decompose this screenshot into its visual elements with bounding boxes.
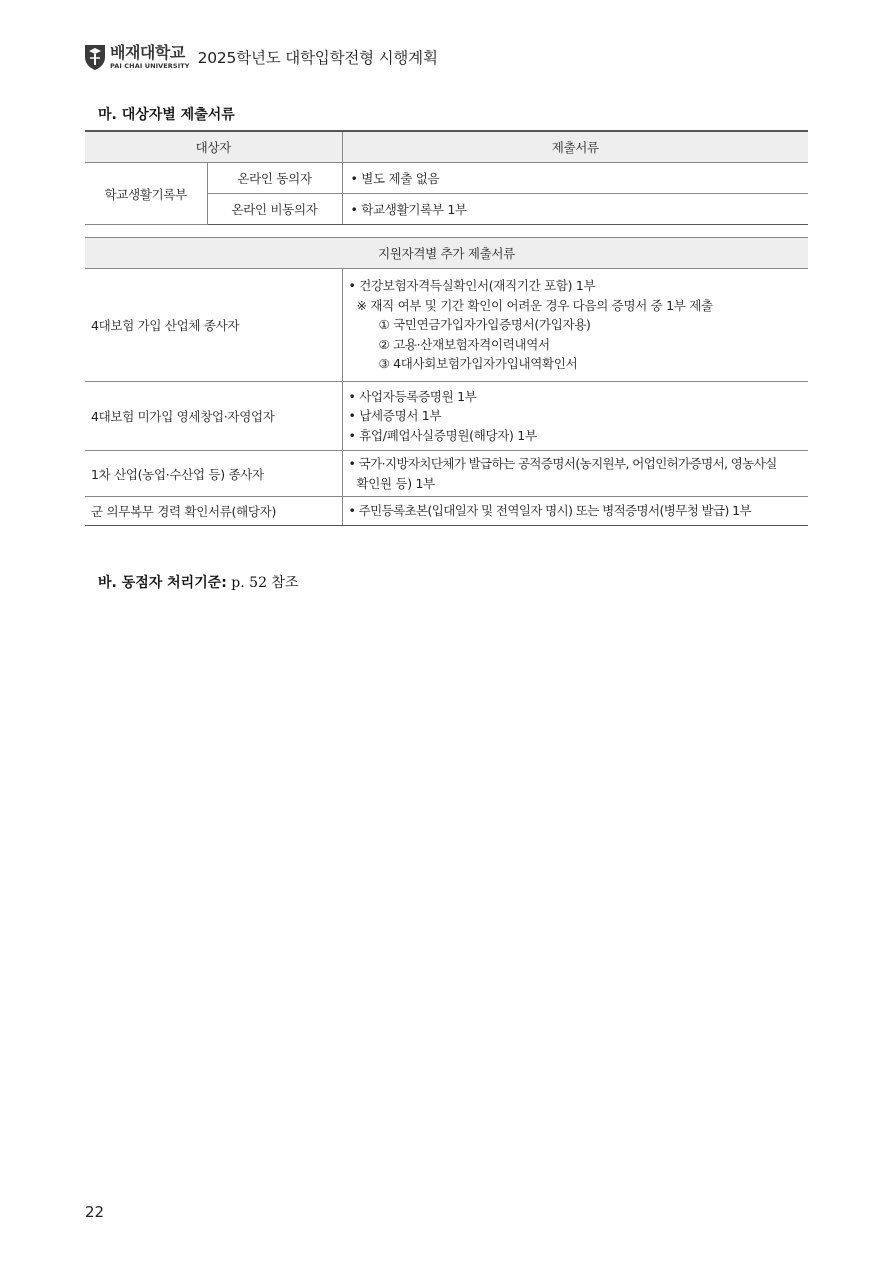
table-row — [85, 382, 808, 451]
table-row — [85, 497, 808, 526]
header-target: 대상자 — [85, 131, 342, 163]
option-line: ① 국민연금가입자가입증명서(가입자용) — [378, 317, 591, 333]
option-line: ② 고용·산재보험자격이력내역서 — [378, 336, 550, 352]
table-row — [85, 451, 808, 497]
target-cell: 군 의무복무 경력 확인서류(해당자) — [85, 497, 342, 526]
document-line: • 납세증명서 1부 — [348, 408, 442, 424]
document-line-continued: 확인원 등) 1부 — [356, 475, 435, 491]
document-cell: • 별도 제출 없음 — [342, 163, 808, 194]
documents-by-target-table — [85, 130, 808, 225]
target-cell: 4대보험 미가입 영세창업·자영업자 — [85, 382, 342, 451]
target-cell: 1차 산업(농업·수산업 등) 종사자 — [85, 451, 342, 497]
document-line: • 건강보험자격득실확인서(재직기간 포함) 1부 — [348, 278, 596, 294]
logo-english: PAI CHAI UNIVERSITY — [110, 61, 190, 70]
page-reference: p. 52 참조 — [226, 575, 299, 591]
note-line: ※ 재직 여부 및 기간 확인이 어려운 경우 다음의 증명서 중 1부 제출 — [356, 297, 713, 313]
document-line: • 사업자등록증명원 1부 — [348, 388, 477, 404]
university-shield-icon — [84, 43, 106, 71]
logo-korean: 배재대학교 — [110, 42, 185, 62]
tiebreak-label: 바. 동점자 처리기준: — [98, 575, 227, 591]
page-header — [84, 40, 438, 74]
table-header-row — [85, 131, 808, 163]
section-title-ba — [98, 572, 299, 592]
option-line: ③ 4대사회보험가입자가입내역확인서 — [378, 356, 578, 372]
table-row — [85, 269, 808, 382]
page-number: 22 — [85, 1203, 105, 1221]
document-line: • 주민등록초본(입대일자 및 전역일자 명시) 또는 병적증명서(병무청 발급) 1부 — [348, 503, 751, 519]
document-cell: • 학교생활기록부 1부 — [342, 194, 808, 225]
document-line: • 휴업/폐업사실증명원(해당자) 1부 — [348, 427, 537, 443]
additional-documents-table — [85, 237, 808, 526]
university-logo — [110, 42, 190, 70]
document-title: 2025학년도 대학입학전형 시행계획 — [197, 49, 438, 67]
document-cell — [342, 382, 808, 451]
document-cell — [342, 497, 808, 526]
target-cell: 4대보험 가입 산업체 종사자 — [85, 269, 342, 382]
document-line: • 국가·지방자치단체가 발급하는 공적증명서(농지원부, 어업인허가증명서, 영농사실 — [348, 456, 777, 471]
table-header-row — [85, 238, 808, 269]
header-documents: 제출서류 — [342, 131, 808, 163]
document-cell — [342, 269, 808, 382]
sub-target: 온라인 동의자 — [207, 163, 342, 194]
sub-target: 온라인 비동의자 — [207, 194, 342, 225]
header-additional-documents: 지원자격별 추가 제출서류 — [85, 238, 808, 269]
section-title-ma: 마. 대상자별 제출서류 — [98, 107, 235, 123]
table-row — [85, 163, 808, 194]
document-cell — [342, 451, 808, 497]
group-label: 학교생활기록부 — [85, 163, 207, 225]
